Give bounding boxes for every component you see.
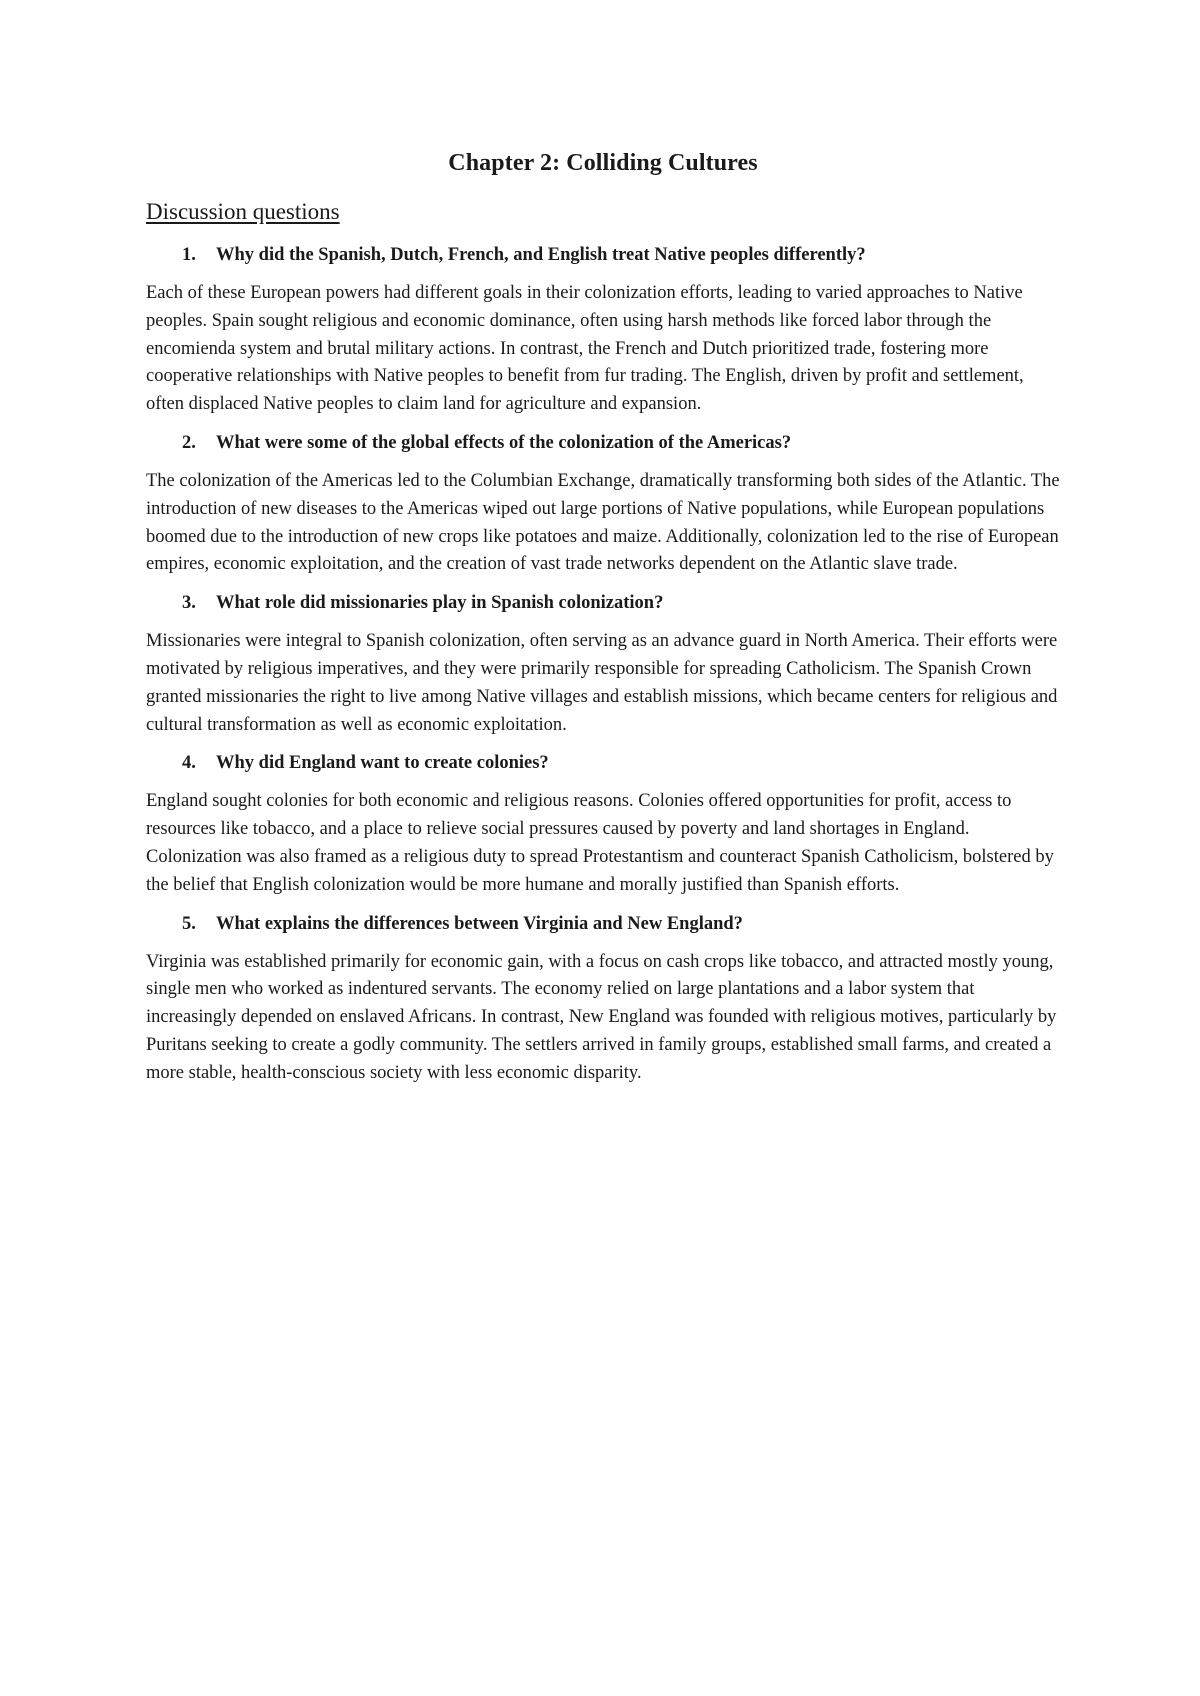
question-number: 4. [182,753,196,774]
question-block [146,750,1060,899]
question-number: 5. [182,913,196,934]
document-body [146,148,1060,1099]
question-heading [146,750,1060,776]
answer-paragraph: Missionaries were integral to Spanish colonization, often serving as an advance guard in North America. Their efforts were motivated by religious imperatives, and they were primarily responsible for spreading Catholicism. The Spanish Crown granted missionaries the right to live among Native villages and establish missions, which became centers for religious and cultural transformation as well as economic exploitation. [146,631,1058,735]
question-block [146,911,1060,1088]
question-heading [146,430,1060,456]
question-text: What explains the differences between Virginia and New England? [216,913,743,934]
question-text: Why did England want to create colonies? [216,753,549,774]
question-heading [146,911,1060,937]
question-block [146,430,1060,579]
question-heading [146,590,1060,616]
question-heading [146,242,1060,268]
answer-paragraph: Virginia was established primarily for economic gain, with a focus on cash crops like tobacco, and attracted mostly young, single men who worked as indentured servants. The economy relied on large plantations and a labor system that increasingly depended on enslaved Africans. In contrast, New England was founded with religious motives, particularly by Puritans seeking to create a godly community. The settlers arrived in family groups, established small farms, and created a more stable, health-conscious society with less economic disparity. [146,951,1057,1083]
question-number: 1. [182,245,196,265]
question-number: 3. [182,593,196,614]
question-block [146,242,1060,419]
question-text: What were some of the global effects of the colonization of the Americas? [216,432,792,453]
question-block [146,590,1060,739]
page-title: Chapter 2: Colliding Cultures [448,150,758,176]
question-text: Why did the Spanish, Dutch, French, and English treat Native peoples differently? [216,245,866,265]
question-number: 2. [182,432,196,453]
answer-paragraph: Each of these European powers had different goals in their colonization efforts, leading to varied approaches to Native peoples. Spain sought religious and economic dominance, often using harsh methods like forced labor through the encomienda system and brutal military actions. In contrast, the French and Dutch prioritized trade, fostering more cooperative relationships with Native peoples to benefit from fur trading. The English, driven by profit and settlement, often displaced Native peoples to claim land for agriculture and expansion. [146,283,1024,415]
question-text: What role did missionaries play in Spanish colonization? [216,593,664,614]
section-heading: Discussion questions [146,199,340,224]
answer-paragraph: The colonization of the Americas led to the Columbian Exchange, dramatically transforming both sides of the Atlantic. The introduction of new diseases to the Americas wiped out large portions of Native populations, while European populations boomed due to the introduction of new crops like potatoes and maize. Additionally, colonization led to the rise of European empires, economic exploitation, and the creation of vast trade networks dependent on the Atlantic slave trade. [146,470,1060,575]
answer-paragraph: England sought colonies for both economic and religious reasons. Colonies offered opportunities for profit, access to resources like tobacco, and a place to relieve social pressures caused by poverty and land shortages in England. Colonization was also framed as a religious duty to spread Protestantism and counteract Spanish Catholicism, bolstered by the belief that English colonization would be more humane and morally justified than Spanish efforts. [146,791,1054,895]
